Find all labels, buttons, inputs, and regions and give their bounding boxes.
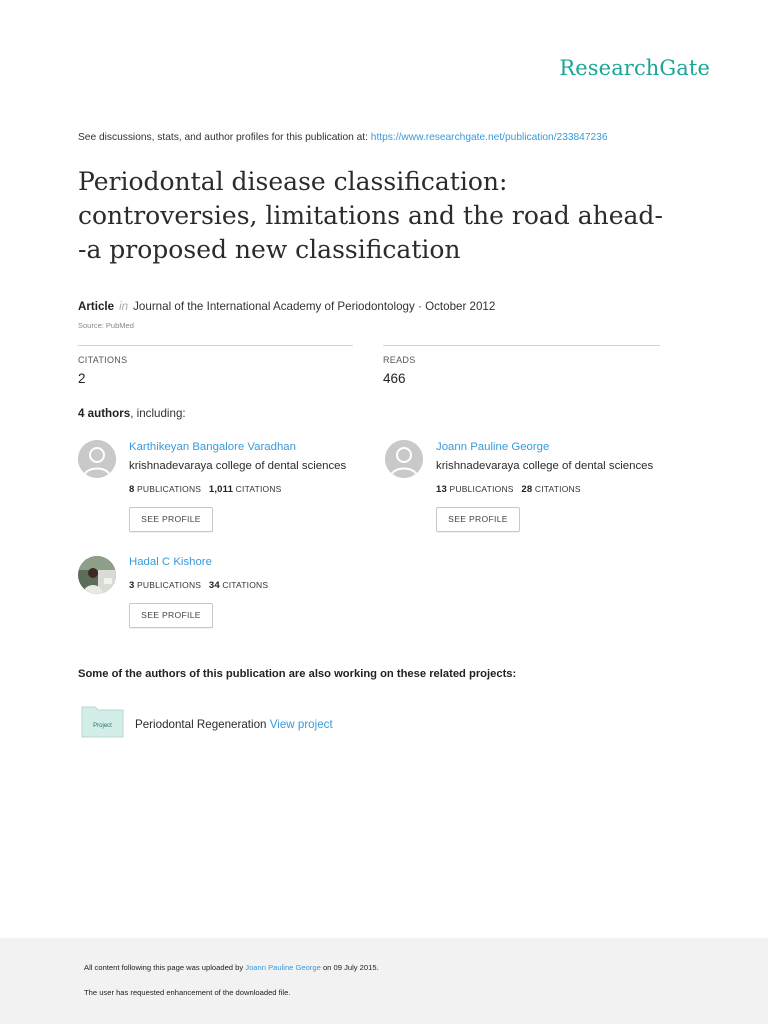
title-line: -a proposed new classification <box>78 235 461 264</box>
footer <box>0 938 768 1024</box>
citations-count: 28 <box>521 484 533 495</box>
authors-heading-suffix: , including: <box>130 407 186 420</box>
discussion-intro-text: See discussions, stats, and author profiles for this publication at: <box>78 132 371 143</box>
reads-value: 466 <box>383 371 406 386</box>
author-stats <box>129 484 282 495</box>
journal-date[interactable]: Journal of the International Academy of Periodontology · October 2012 <box>133 300 496 313</box>
publications-label: PUBLICATIONS <box>449 484 514 494</box>
author-stats <box>436 484 581 495</box>
discussion-intro <box>78 132 608 143</box>
see-profile-button[interactable]: SEE PROFILE <box>129 603 213 628</box>
publications-count: 8 <box>129 484 135 495</box>
citations-label: CITATIONS <box>534 484 581 494</box>
upload-prefix: All content following this page was uploaded by <box>84 963 246 972</box>
citations-label: CITATIONS <box>222 580 269 590</box>
citations-label: CITATIONS <box>235 484 282 494</box>
author-name[interactable]: Hadal C Kishore <box>129 556 212 568</box>
publications-label: PUBLICATIONS <box>137 580 202 590</box>
citations-count: 34 <box>208 580 220 591</box>
researchgate-logo[interactable]: ResearchGate <box>559 56 710 80</box>
project-item <box>135 718 333 731</box>
author-name[interactable]: Karthikeyan Bangalore Varadhan <box>129 441 296 453</box>
upload-notice <box>84 963 379 972</box>
reads-label: READS <box>383 355 416 365</box>
divider <box>383 345 660 346</box>
author-institution[interactable]: krishnadevaraya college of dental sciences <box>436 460 654 472</box>
see-profile-button[interactable]: SEE PROFILE <box>129 507 213 532</box>
see-profile-button[interactable]: SEE PROFILE <box>436 507 520 532</box>
enhancement-note: The user has requested enhancement of the downloaded file. <box>84 988 291 997</box>
publication-source: Source: PubMed <box>78 321 134 330</box>
in-word: in <box>119 300 129 313</box>
default-avatar-icon[interactable] <box>78 440 116 478</box>
publications-count: 3 <box>129 580 135 591</box>
project-name[interactable]: Periodontal Regeneration <box>135 718 267 731</box>
publications-label: PUBLICATIONS <box>137 484 202 494</box>
publication-url-link[interactable]: https://www.researchgate.net/publication/233847236 <box>370 132 608 143</box>
citations-count: 1,011 <box>208 484 234 495</box>
publication-meta <box>78 300 495 313</box>
authors-count: 4 authors <box>78 407 131 420</box>
upload-suffix: on 09 July 2015. <box>320 963 379 972</box>
photo-avatar[interactable] <box>78 556 116 594</box>
divider <box>78 345 353 346</box>
authors-heading <box>78 407 186 420</box>
author-name[interactable]: Joann Pauline George <box>436 441 550 453</box>
citations-value: 2 <box>78 371 86 386</box>
author-stats <box>129 580 268 591</box>
citations-label: CITATIONS <box>78 355 128 365</box>
title-line: controversies, limitations and the road ahead- <box>78 201 663 230</box>
publications-count: 13 <box>436 484 447 495</box>
title-line: Periodontal disease classification: <box>78 167 508 196</box>
publication-type: Article <box>78 300 115 313</box>
project-icon-label: Project <box>93 723 112 729</box>
default-avatar-icon[interactable] <box>385 440 423 478</box>
publication-title <box>78 165 698 267</box>
project-folder-icon[interactable] <box>81 706 124 738</box>
related-projects-heading: Some of the authors of this publication are also working on these related projects: <box>78 668 517 680</box>
author-institution[interactable]: krishnadevaraya college of dental sciences <box>129 460 347 472</box>
uploader-link[interactable]: Joann Pauline George <box>245 963 321 972</box>
view-project-link[interactable]: View project <box>269 718 333 731</box>
